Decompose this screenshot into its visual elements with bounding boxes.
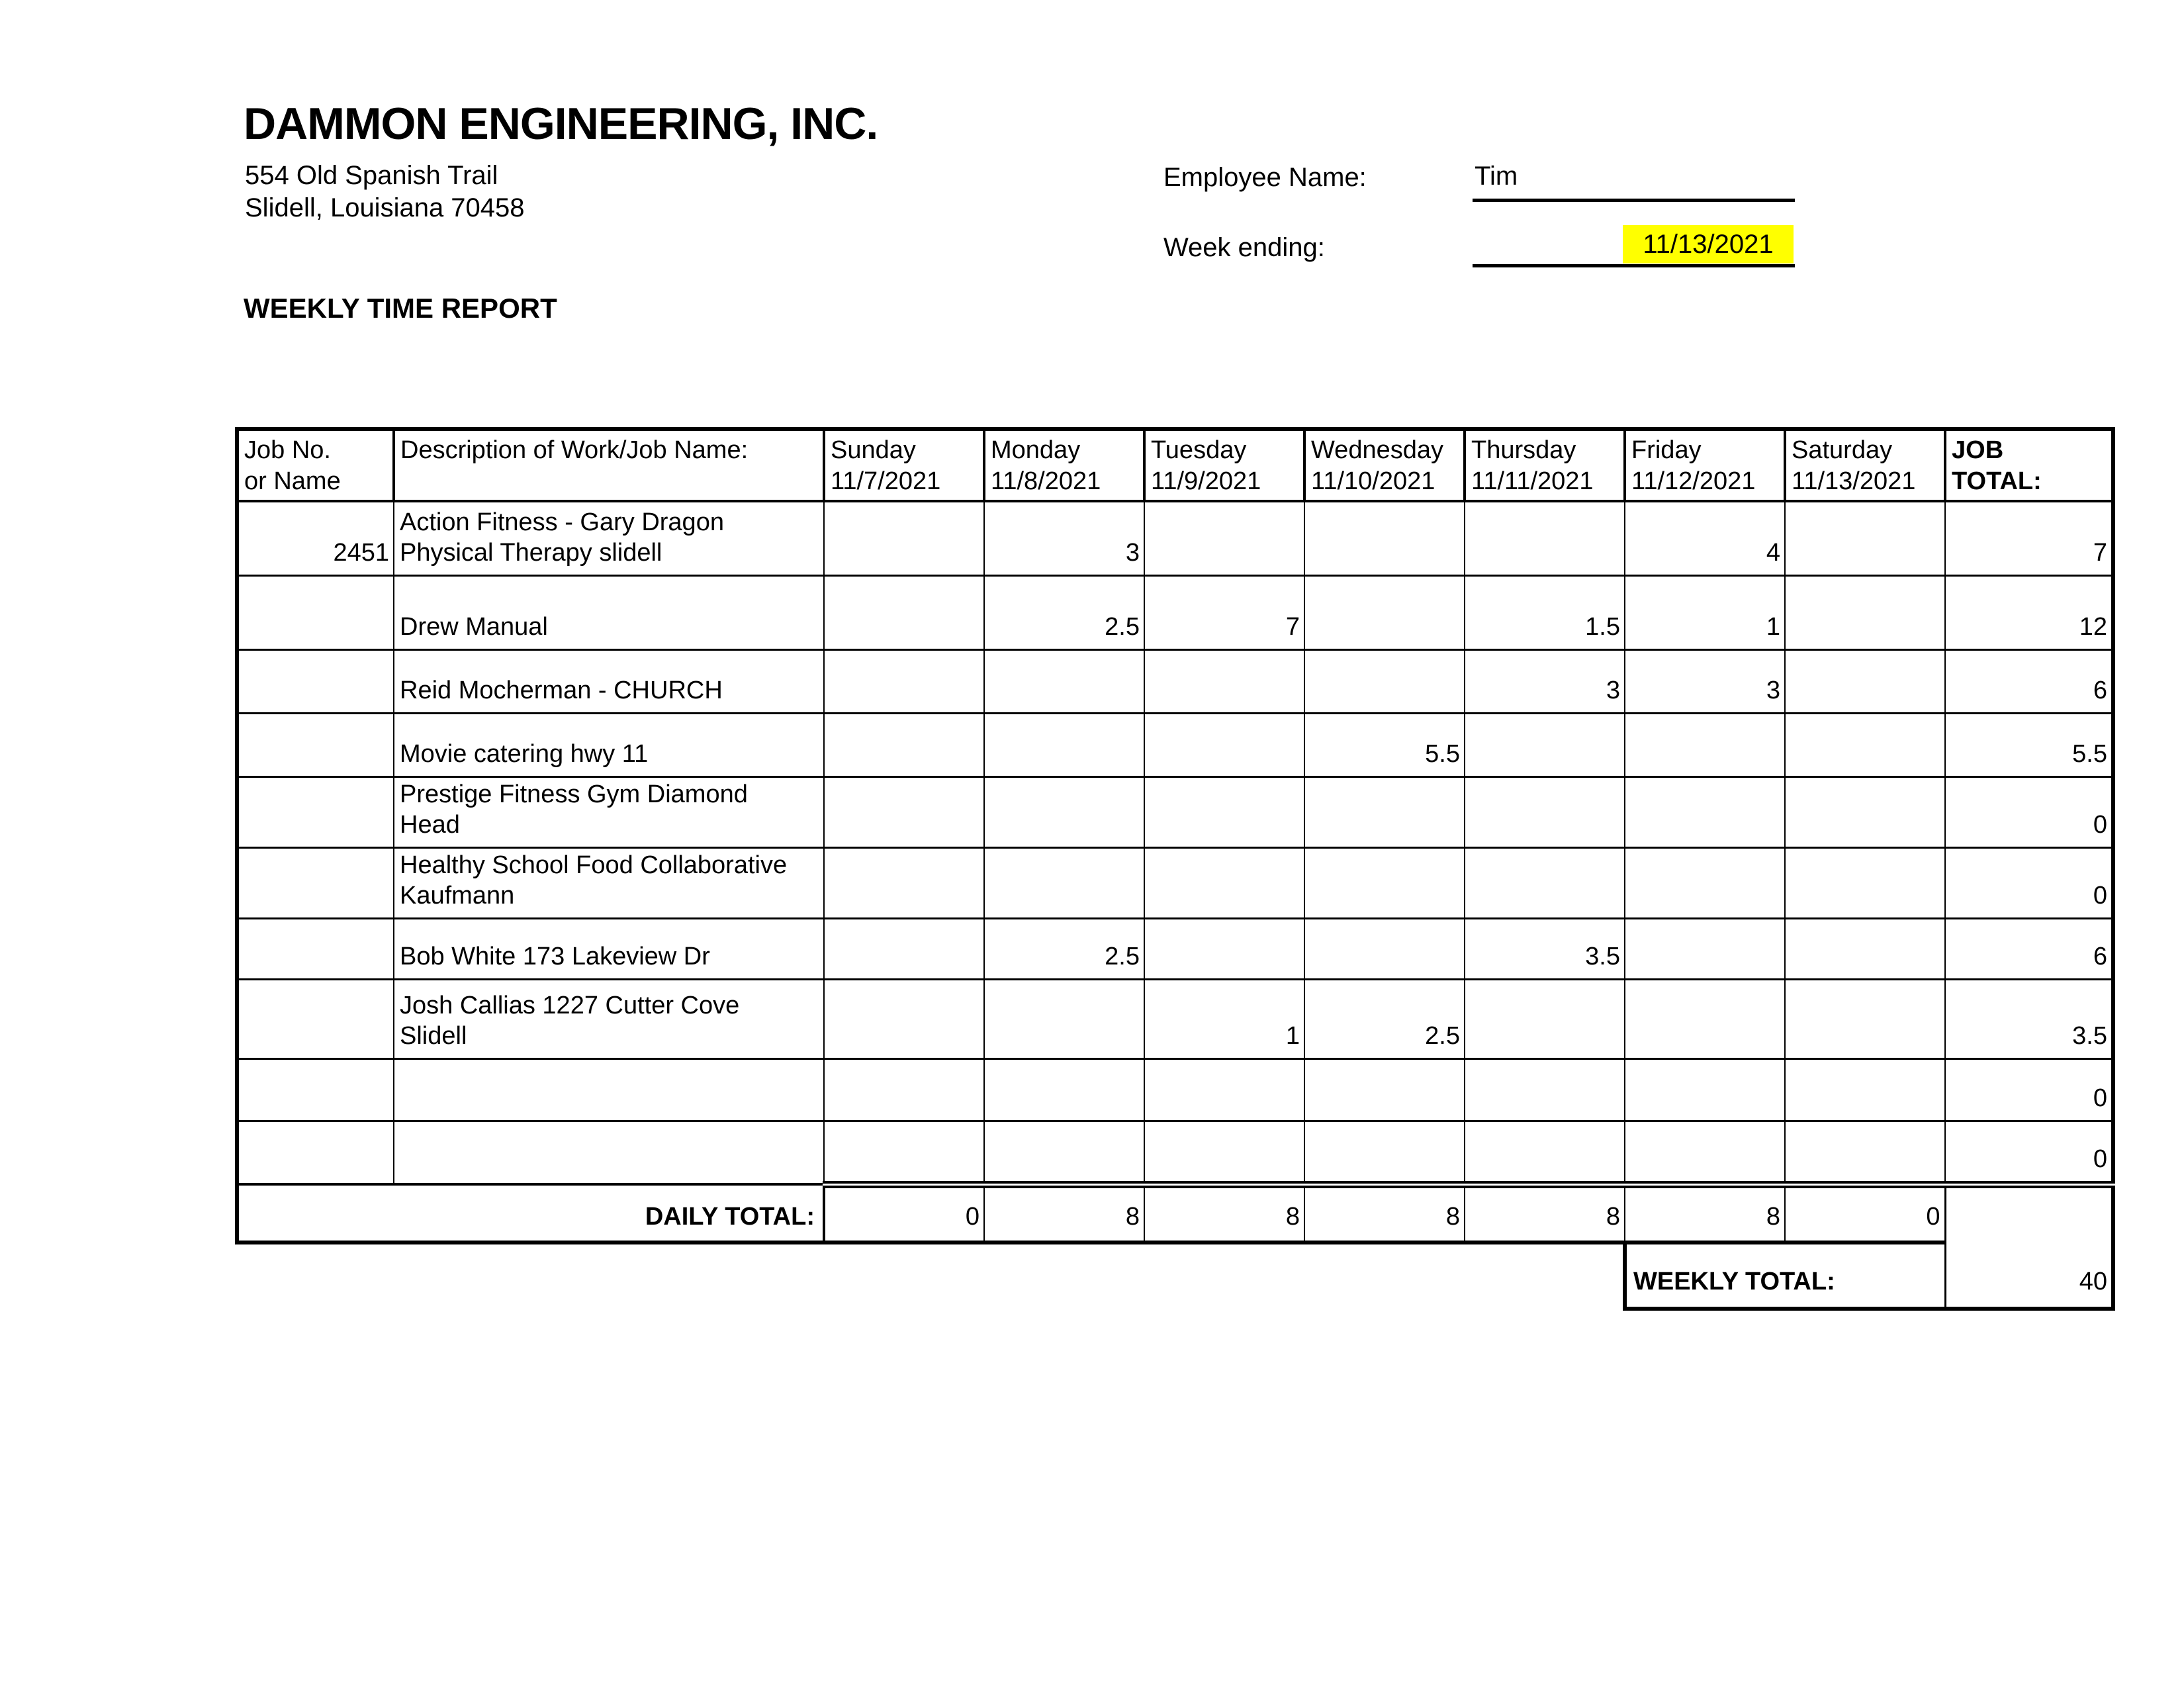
hours-cell-friday xyxy=(1625,979,1785,1058)
hours-cell-wednesday xyxy=(1304,649,1465,713)
hours-cell-monday xyxy=(984,1121,1144,1184)
hours-cell-thursday xyxy=(1465,713,1625,776)
table-row xyxy=(237,713,2113,776)
hours-cell-friday xyxy=(1625,847,1785,918)
table-row xyxy=(237,979,2113,1058)
hours-cell-thursday xyxy=(1465,1121,1625,1184)
job-no-header-line1: Job No. xyxy=(244,436,331,464)
weekly-total-value: 40 xyxy=(1945,1184,2113,1309)
hours-cell-friday xyxy=(1625,776,1785,847)
table-row xyxy=(237,1058,2113,1121)
day-header-sunday xyxy=(824,429,984,501)
job-total-cell: 0 xyxy=(1945,1058,2113,1121)
table-row xyxy=(237,649,2113,713)
hours-cell-friday xyxy=(1625,918,1785,979)
day-date: 11/7/2021 xyxy=(831,467,941,495)
job-no-cell xyxy=(237,847,394,918)
hours-cell-wednesday: 2.5 xyxy=(1304,979,1465,1058)
daily-total-row xyxy=(237,1184,2113,1243)
hours-cell-saturday xyxy=(1785,575,1945,649)
hours-cell-saturday xyxy=(1785,979,1945,1058)
job-total-cell: 0 xyxy=(1945,847,2113,918)
weekly-total-label: WEEKLY TOTAL: xyxy=(1625,1243,1945,1309)
job-no-cell: 2451 xyxy=(237,501,394,575)
day-date: 11/9/2021 xyxy=(1151,467,1261,495)
employee-name-underline xyxy=(1473,199,1795,202)
day-date: 11/12/2021 xyxy=(1631,467,1756,495)
hours-cell-wednesday xyxy=(1304,847,1465,918)
description-cell: Movie catering hwy 11 xyxy=(394,713,824,776)
table-header-row xyxy=(237,429,2113,501)
hours-cell-saturday xyxy=(1785,501,1945,575)
hours-cell-thursday: 3.5 xyxy=(1465,918,1625,979)
description-cell: Josh Callias 1227 Cutter Cove Slidell xyxy=(394,979,824,1058)
hours-cell-wednesday xyxy=(1304,918,1465,979)
hours-cell-tuesday: 1 xyxy=(1144,979,1304,1058)
hours-cell-thursday xyxy=(1465,847,1625,918)
hours-cell-tuesday: 7 xyxy=(1144,575,1304,649)
hours-cell-wednesday xyxy=(1304,1121,1465,1184)
table-row xyxy=(237,575,2113,649)
job-total-cell: 0 xyxy=(1945,776,2113,847)
hours-cell-tuesday xyxy=(1144,649,1304,713)
table-row xyxy=(237,918,2113,979)
hours-cell-monday xyxy=(984,847,1144,918)
job-total-cell: 12 xyxy=(1945,575,2113,649)
hours-cell-thursday xyxy=(1465,776,1625,847)
day-header-tuesday xyxy=(1144,429,1304,501)
hours-cell-tuesday xyxy=(1144,501,1304,575)
day-header-monday xyxy=(984,429,1144,501)
job-no-cell xyxy=(237,575,394,649)
day-header-thursday xyxy=(1465,429,1625,501)
job-total-cell: 6 xyxy=(1945,649,2113,713)
job-no-header-line2: or Name xyxy=(244,467,341,495)
hours-cell-monday xyxy=(984,649,1144,713)
day-name: Thursday xyxy=(1471,436,1576,464)
hours-cell-friday: 3 xyxy=(1625,649,1785,713)
job-total-header-line1: JOB xyxy=(1952,436,2004,464)
job-no-header xyxy=(237,429,394,501)
hours-cell-monday: 2.5 xyxy=(984,575,1144,649)
hours-cell-friday xyxy=(1625,1058,1785,1121)
hours-cell-saturday xyxy=(1785,918,1945,979)
daily-total-sunday: 0 xyxy=(824,1184,984,1243)
description-cell: Prestige Fitness Gym Diamond Head xyxy=(394,776,824,847)
table-row xyxy=(237,501,2113,575)
job-total-cell: 5.5 xyxy=(1945,713,2113,776)
company-address-line2: Slidell, Louisiana 70458 xyxy=(245,193,525,222)
hours-cell-monday: 2.5 xyxy=(984,918,1144,979)
hours-cell-monday xyxy=(984,776,1144,847)
daily-total-wednesday: 8 xyxy=(1304,1184,1465,1243)
day-header-saturday xyxy=(1785,429,1945,501)
daily-total-label: DAILY TOTAL: xyxy=(237,1184,824,1243)
hours-cell-tuesday xyxy=(1144,847,1304,918)
hours-cell-wednesday: 5.5 xyxy=(1304,713,1465,776)
hours-cell-sunday xyxy=(824,649,984,713)
job-total-header xyxy=(1945,429,2113,501)
hours-cell-thursday xyxy=(1465,1058,1625,1121)
daily-total-friday: 8 xyxy=(1625,1184,1785,1243)
time-report-table xyxy=(235,427,2115,1311)
job-total-cell: 7 xyxy=(1945,501,2113,575)
company-address-line1: 554 Old Spanish Trail xyxy=(245,161,498,190)
hours-cell-sunday xyxy=(824,575,984,649)
hours-cell-sunday xyxy=(824,1058,984,1121)
hours-cell-tuesday xyxy=(1144,1058,1304,1121)
day-name: Saturday xyxy=(1792,436,1893,464)
description-cell xyxy=(394,1121,824,1184)
description-cell: Action Fitness - Gary Dragon Physical Therapy slidell xyxy=(394,501,824,575)
employee-name-value: Tim xyxy=(1475,162,1518,191)
hours-cell-friday: 1 xyxy=(1625,575,1785,649)
daily-total-tuesday: 8 xyxy=(1144,1184,1304,1243)
description-cell xyxy=(394,1058,824,1121)
day-date: 11/8/2021 xyxy=(991,467,1101,495)
day-name: Wednesday xyxy=(1311,436,1443,464)
hours-cell-saturday xyxy=(1785,847,1945,918)
job-no-cell xyxy=(237,1058,394,1121)
table-row xyxy=(237,776,2113,847)
day-header-friday xyxy=(1625,429,1785,501)
employee-name-label: Employee Name: xyxy=(1163,163,1367,192)
week-ending-value: 11/13/2021 xyxy=(1623,225,1794,263)
daily-total-thursday: 8 xyxy=(1465,1184,1625,1243)
hours-cell-sunday xyxy=(824,979,984,1058)
hours-cell-saturday xyxy=(1785,713,1945,776)
job-no-cell xyxy=(237,776,394,847)
hours-cell-sunday xyxy=(824,713,984,776)
hours-cell-tuesday xyxy=(1144,918,1304,979)
hours-cell-sunday xyxy=(824,776,984,847)
description-cell: Drew Manual xyxy=(394,575,824,649)
job-total-cell: 6 xyxy=(1945,918,2113,979)
hours-cell-monday xyxy=(984,979,1144,1058)
day-date: 11/13/2021 xyxy=(1792,467,1916,495)
description-cell: Bob White 173 Lakeview Dr xyxy=(394,918,824,979)
hours-cell-wednesday xyxy=(1304,501,1465,575)
daily-total-monday: 8 xyxy=(984,1184,1144,1243)
hours-cell-monday xyxy=(984,713,1144,776)
day-name: Tuesday xyxy=(1151,436,1247,464)
description-header: Description of Work/Job Name: xyxy=(394,429,824,501)
hours-cell-saturday xyxy=(1785,1058,1945,1121)
job-no-cell xyxy=(237,918,394,979)
job-no-cell xyxy=(237,713,394,776)
hours-cell-monday: 3 xyxy=(984,501,1144,575)
hours-cell-tuesday xyxy=(1144,1121,1304,1184)
day-name: Friday xyxy=(1631,436,1702,464)
table-row xyxy=(237,1121,2113,1184)
hours-cell-friday xyxy=(1625,1121,1785,1184)
hours-cell-friday xyxy=(1625,713,1785,776)
job-no-cell xyxy=(237,649,394,713)
report-title: WEEKLY TIME REPORT xyxy=(244,293,557,324)
week-ending-label: Week ending: xyxy=(1163,233,1325,262)
job-total-cell: 0 xyxy=(1945,1121,2113,1184)
job-total-cell: 3.5 xyxy=(1945,979,2113,1058)
hours-cell-thursday: 3 xyxy=(1465,649,1625,713)
day-date: 11/10/2021 xyxy=(1311,467,1435,495)
weekly-total-row xyxy=(237,1243,2113,1309)
hours-cell-monday xyxy=(984,1058,1144,1121)
hours-cell-sunday xyxy=(824,918,984,979)
company-name: DAMMON ENGINEERING, INC. xyxy=(244,99,878,149)
hours-cell-saturday xyxy=(1785,649,1945,713)
hours-cell-friday: 4 xyxy=(1625,501,1785,575)
hours-cell-sunday xyxy=(824,847,984,918)
daily-total-saturday: 0 xyxy=(1785,1184,1945,1243)
job-no-cell xyxy=(237,979,394,1058)
job-no-cell xyxy=(237,1121,394,1184)
day-header-wednesday xyxy=(1304,429,1465,501)
hours-cell-thursday xyxy=(1465,979,1625,1058)
hours-cell-saturday xyxy=(1785,776,1945,847)
hours-cell-tuesday xyxy=(1144,776,1304,847)
week-ending-underline xyxy=(1473,264,1795,267)
hours-cell-thursday xyxy=(1465,501,1625,575)
day-date: 11/11/2021 xyxy=(1471,467,1594,495)
job-total-header-line2: TOTAL: xyxy=(1952,467,2042,495)
day-name: Sunday xyxy=(831,436,916,464)
weekly-total-spacer xyxy=(237,1243,1625,1309)
description-cell: Healthy School Food Collaborative Kaufmann xyxy=(394,847,824,918)
table-row xyxy=(237,847,2113,918)
day-name: Monday xyxy=(991,436,1081,464)
hours-cell-thursday: 1.5 xyxy=(1465,575,1625,649)
hours-cell-tuesday xyxy=(1144,713,1304,776)
hours-cell-wednesday xyxy=(1304,575,1465,649)
hours-cell-wednesday xyxy=(1304,776,1465,847)
hours-cell-sunday xyxy=(824,501,984,575)
hours-cell-saturday xyxy=(1785,1121,1945,1184)
hours-cell-sunday xyxy=(824,1121,984,1184)
hours-cell-wednesday xyxy=(1304,1058,1465,1121)
description-cell: Reid Mocherman - CHURCH xyxy=(394,649,824,713)
